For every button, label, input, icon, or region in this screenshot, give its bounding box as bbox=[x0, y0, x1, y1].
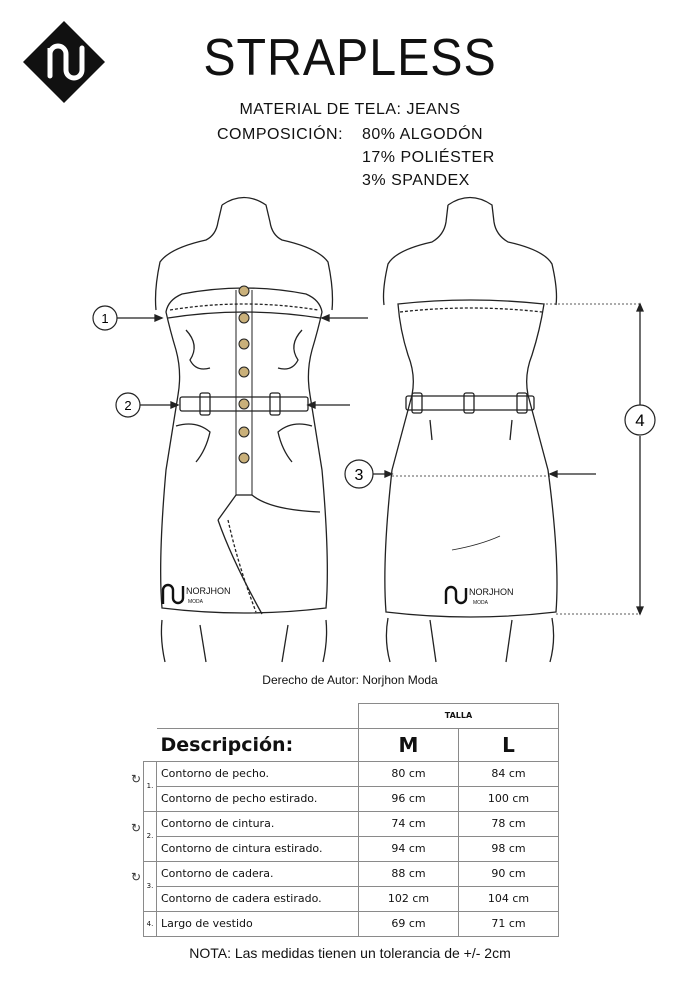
front-brand-text: NORJHON bbox=[186, 586, 231, 596]
row-l: 98 cm bbox=[459, 836, 559, 861]
marker-3-label: 3 bbox=[354, 467, 364, 484]
row-l: 78 cm bbox=[459, 811, 559, 836]
composition-item: 17% POLIÉSTER bbox=[362, 149, 495, 166]
tolerance-note: NOTA: Las medidas tienen un tolerancia de +/- 2cm bbox=[189, 945, 511, 961]
composition-item: 80% ALGODÓN bbox=[362, 126, 484, 143]
stretch-icon: ↻ bbox=[131, 772, 142, 786]
row-number: 2. bbox=[144, 811, 157, 861]
marker-4 bbox=[625, 405, 655, 435]
back-brand-sub: MODA bbox=[473, 600, 488, 606]
row-m: 102 cm bbox=[359, 886, 459, 911]
row-l: 90 cm bbox=[459, 861, 559, 886]
back-brand-text: NORJHON bbox=[469, 587, 514, 597]
marker-1 bbox=[93, 306, 117, 330]
row-l: 100 cm bbox=[459, 786, 559, 811]
measure-lines bbox=[117, 304, 643, 614]
row-l: 84 cm bbox=[459, 761, 559, 786]
row-number: 3. bbox=[144, 861, 157, 911]
back-dress bbox=[385, 300, 557, 617]
table-row bbox=[144, 911, 559, 936]
row-number: 1. bbox=[144, 761, 157, 811]
row-m: 80 cm bbox=[359, 761, 459, 786]
row-l: 104 cm bbox=[459, 886, 559, 911]
brand-logo-icon bbox=[22, 20, 106, 104]
front-brand-label bbox=[163, 585, 231, 605]
marker-3 bbox=[345, 460, 373, 488]
row-desc: Largo de vestido bbox=[157, 911, 359, 936]
marker-2-label: 2 bbox=[124, 398, 132, 413]
row-desc: Contorno de cintura estirado. bbox=[157, 836, 359, 861]
row-number: 4. bbox=[144, 911, 157, 936]
front-brand-sub: MODA bbox=[188, 599, 203, 605]
row-m: 96 cm bbox=[359, 786, 459, 811]
talla-header: TALLA bbox=[359, 704, 559, 729]
description-header: Descripción: bbox=[157, 728, 359, 761]
row-desc: Contorno de cadera estirado. bbox=[157, 886, 359, 911]
row-m: 88 cm bbox=[359, 861, 459, 886]
row-m: 94 cm bbox=[359, 836, 459, 861]
size-header-m: M bbox=[359, 728, 459, 761]
row-desc: Contorno de cadera. bbox=[157, 861, 359, 886]
dress-technical-sketch bbox=[0, 185, 700, 675]
composition-label: COMPOSICIÓN: bbox=[217, 126, 344, 143]
size-header-l: L bbox=[459, 728, 559, 761]
stretch-icon: ↻ bbox=[131, 821, 142, 835]
row-m: 74 cm bbox=[359, 811, 459, 836]
row-desc: Contorno de pecho. bbox=[157, 761, 359, 786]
material-text: MATERIAL DE TELA: JEANS bbox=[239, 101, 461, 118]
row-desc: Contorno de pecho estirado. bbox=[157, 786, 359, 811]
size-table bbox=[131, 703, 559, 937]
row-l: 71 cm bbox=[459, 911, 559, 936]
front-dress bbox=[161, 288, 328, 614]
stretch-icon: ↻ bbox=[131, 870, 142, 884]
marker-2 bbox=[116, 393, 140, 417]
row-m: 69 cm bbox=[359, 911, 459, 936]
table-row bbox=[144, 761, 559, 786]
table-row bbox=[144, 811, 559, 836]
page-title: STRAPLESS bbox=[203, 29, 497, 87]
table-row bbox=[144, 786, 559, 811]
composition-item: 3% SPANDEX bbox=[362, 172, 470, 189]
marker-4-label: 4 bbox=[635, 411, 645, 430]
copyright-text: Derecho de Autor: Norjhon Moda bbox=[262, 673, 438, 687]
marker-1-label: 1 bbox=[101, 311, 109, 326]
table-row bbox=[144, 886, 559, 911]
row-desc: Contorno de cintura. bbox=[157, 811, 359, 836]
back-brand-label bbox=[446, 587, 514, 606]
table-row bbox=[144, 861, 559, 886]
table-row bbox=[144, 836, 559, 861]
